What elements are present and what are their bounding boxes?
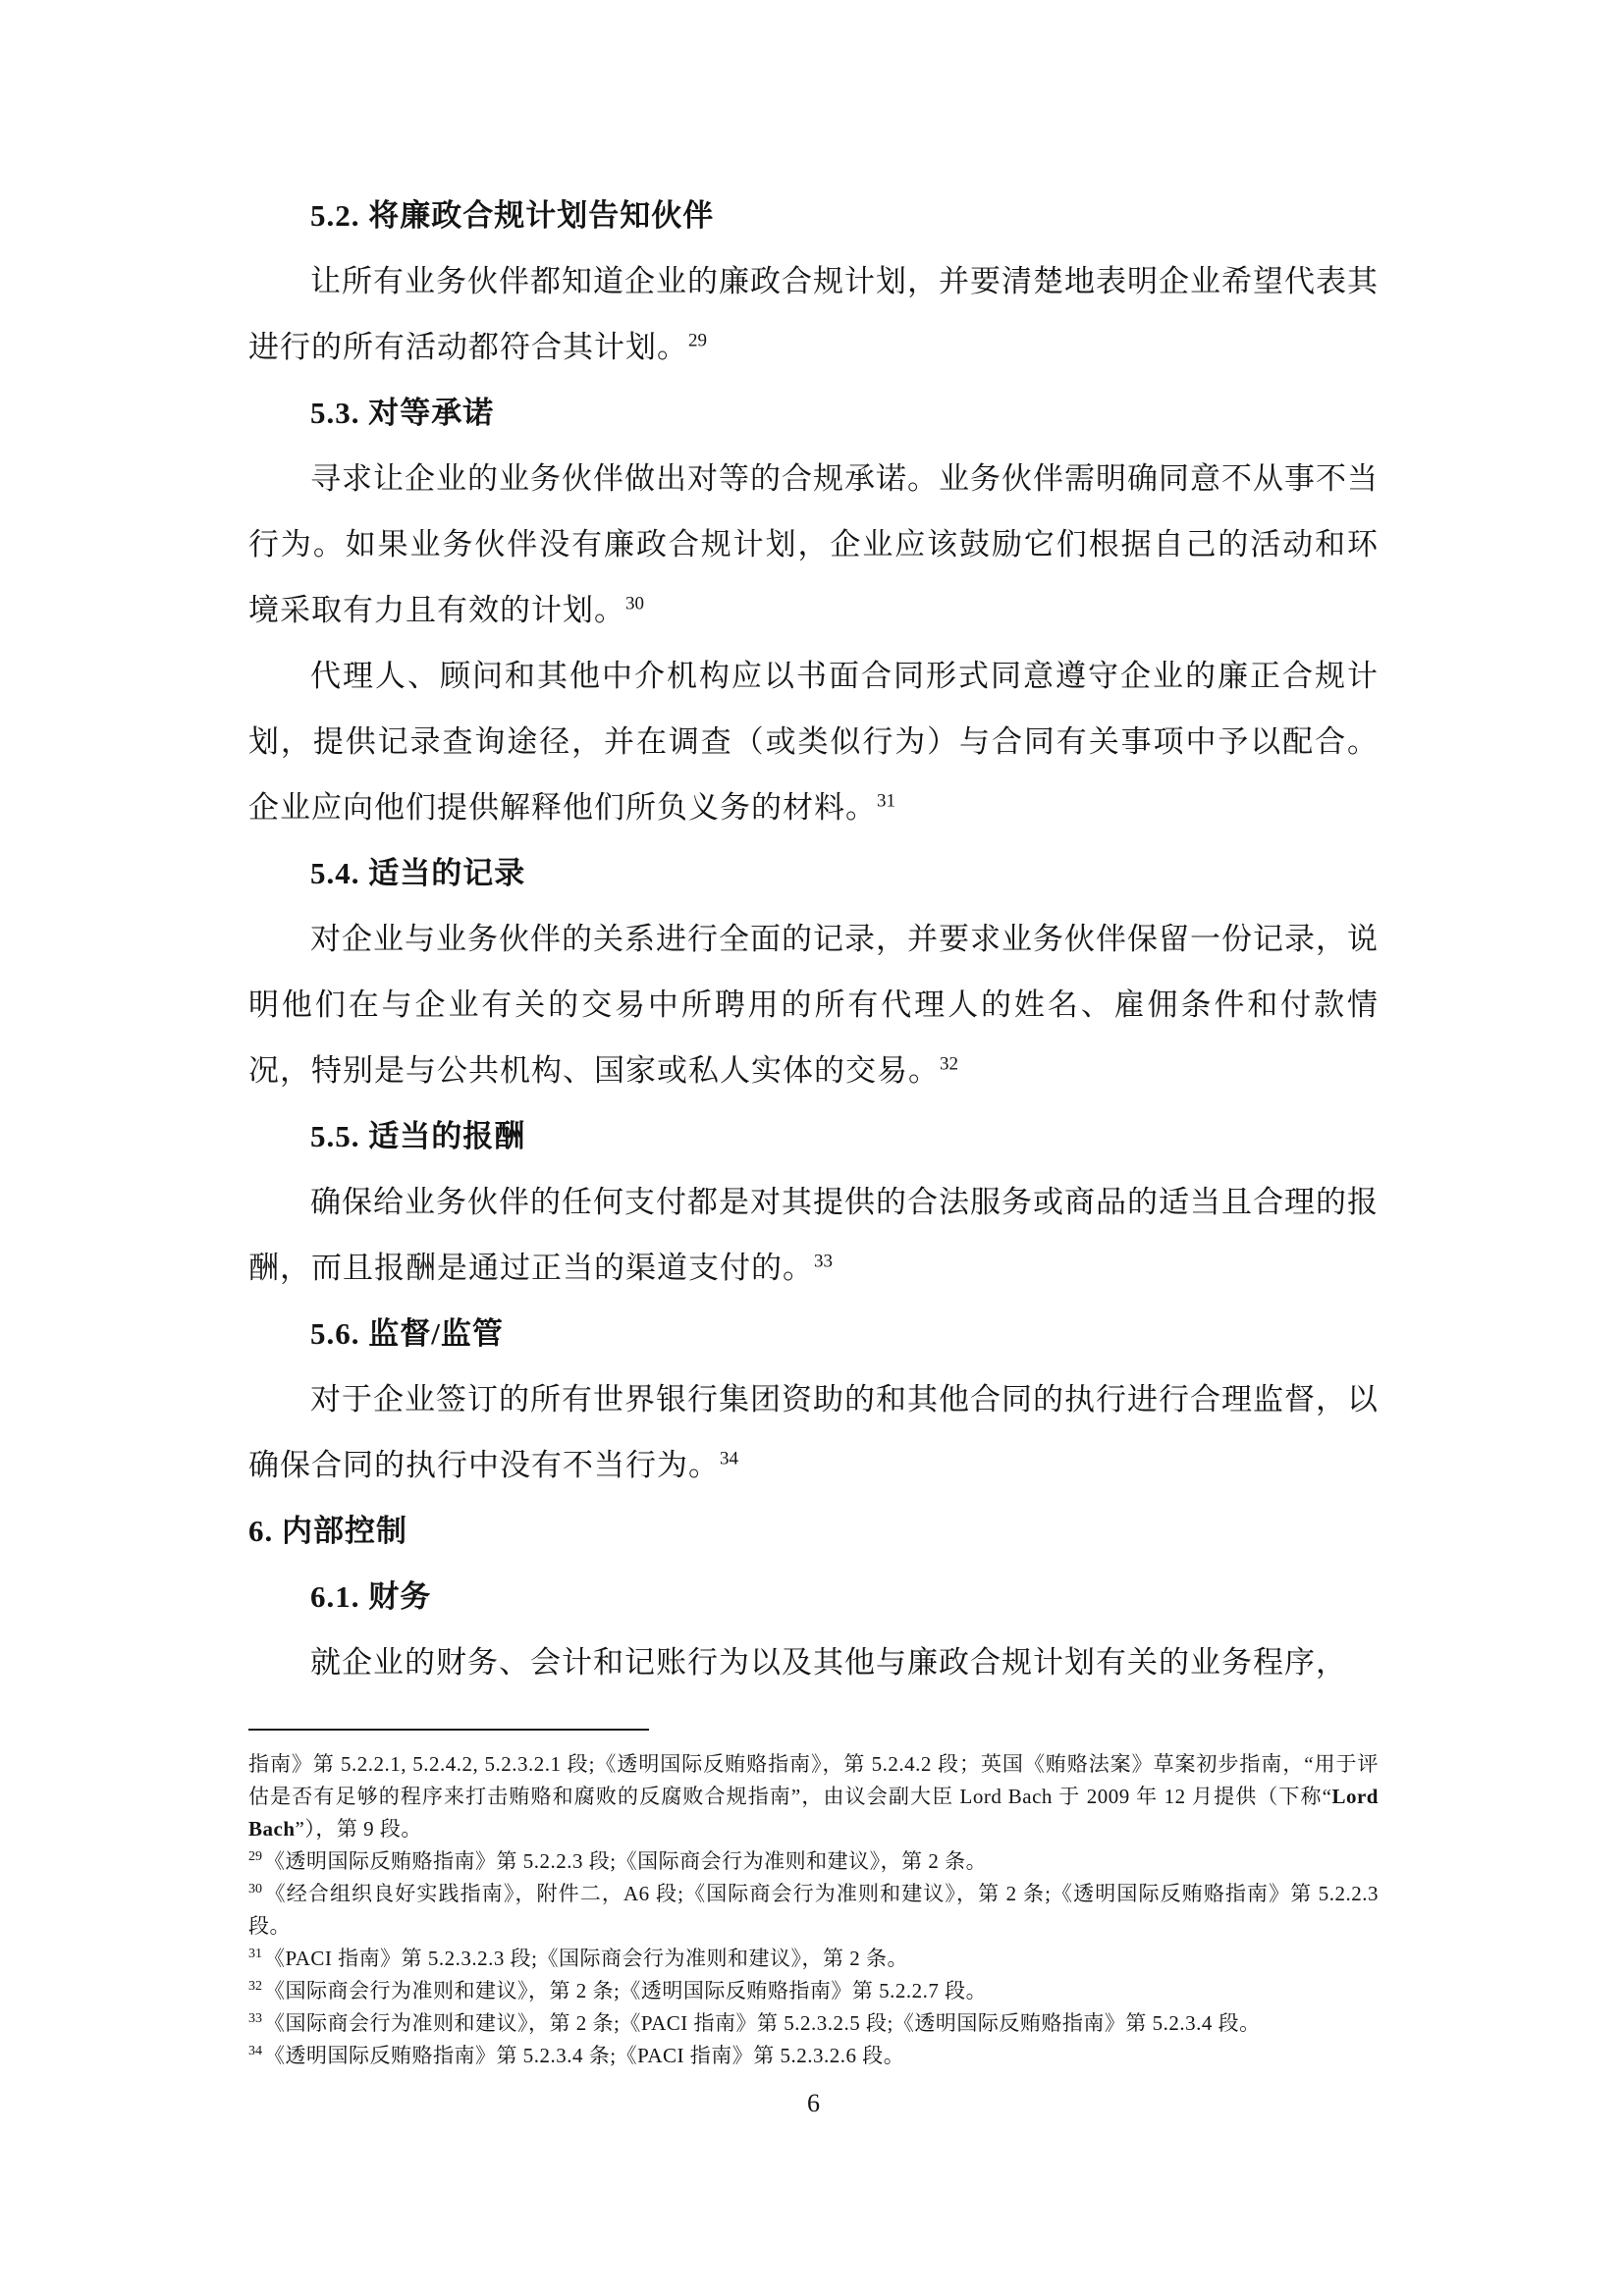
paragraph-5-6 — [248, 1366, 1379, 1498]
footnote-32 — [248, 1975, 1379, 2007]
footnote-number: 33 — [248, 2011, 262, 2026]
paragraph-5-5 — [248, 1169, 1379, 1301]
footnote-30 — [248, 1878, 1379, 1943]
page-number: 6 — [807, 2089, 820, 2117]
footnote-number: 29 — [248, 1849, 262, 1864]
section-heading-5-2: 5.2. 将廉政合规计划告知伙伴 — [310, 198, 715, 233]
footnote-number: 30 — [248, 1882, 262, 1896]
footnote-text: 《透明国际反贿赂指南》第 5.2.2.3 段;《国际商会行为准则和建议》，第 2 条。 — [264, 1849, 988, 1873]
paragraph-5-4 — [248, 906, 1379, 1103]
paragraph-6-1 — [248, 1629, 1379, 1695]
footnote-continuation — [248, 1748, 1379, 1845]
paragraph-text: 对企业与业务伙伴的关系进行全面的记录，并要求业务伙伴保留一份记录，说明他们在与企业有关的交易中所聘用的所有代理人的姓名、雇佣条件和付款情况，特别是与公共机构、国家或私人实体的交易。 — [248, 922, 1379, 1088]
footnote-ref-30: 30 — [625, 593, 644, 614]
footnote-number: 32 — [248, 1979, 262, 1994]
paragraph-text: 让所有业务伙伴都知道企业的廉政合规计划，并要清楚地表明企业希望代表其进行的所有活动都符合其计划。 — [248, 264, 1379, 364]
paragraph-text: 对于企业签订的所有世界银行集团资助的和其他合同的执行进行合理监督，以确保合同的执行中没有不当行为。 — [248, 1382, 1379, 1482]
paragraph-5-3-b — [248, 643, 1379, 840]
footnote-33 — [248, 2007, 1379, 2040]
footnote-ref-33: 33 — [814, 1251, 833, 1272]
footnote-text: ”），第 9 段。 — [295, 1817, 422, 1841]
section-heading-6: 6. 内部控制 — [248, 1514, 407, 1548]
paragraph-5-3-a — [248, 446, 1379, 643]
paragraph-text: 代理人、顾问和其他中介机构应以书面合同形式同意遵守企业的廉正合规计划，提供记录查询途径，并在调查（或类似行为）与合同有关事项中予以配合。企业应向他们提供解释他们所负义务的材料。 — [248, 659, 1379, 825]
footnote-text: 《PACI 指南》第 5.2.3.2.3 段;《国际商会行为准则和建议》，第 2 条。 — [264, 1947, 908, 1970]
section-heading-5-6: 5.6. 监督/监管 — [310, 1316, 504, 1351]
footnote-area — [248, 1729, 1379, 2072]
paragraph-5-2 — [248, 248, 1379, 380]
footnote-number: 34 — [248, 2044, 262, 2058]
section-heading-5-4: 5.4. 适当的记录 — [310, 856, 526, 890]
paragraph-text: 就企业的财务、会计和记账行为以及其他与廉政合规计划有关的业务程序， — [310, 1645, 1347, 1680]
footnote-ref-31: 31 — [877, 790, 895, 812]
footnote-separator — [248, 1729, 649, 1731]
footnote-text: 指南》第 5.2.2.1, 5.2.4.2, 5.2.3.2.1 段;《透明国际反贿赂指南》，第 5.2.4.2 段；英国《贿赂法案》草案初步指南，“用于评估是否有足够的程序来打击贿赂和腐败的反腐败合规指南”，由议会副大臣 Lord Bach 于 2009 年 12 月提供（下称“ — [248, 1752, 1379, 1808]
footnote-text: 《透明国际反贿赂指南》第 5.2.3.4 条;《PACI 指南》第 5.2.3.2.6 段。 — [264, 2044, 905, 2067]
footnote-text: 《国际商会行为准则和建议》，第 2 条;《透明国际反贿赂指南》第 5.2.2.7 段。 — [264, 1979, 988, 2002]
section-heading-6-1: 6.1. 财务 — [310, 1579, 432, 1614]
footnote-ref-34: 34 — [720, 1448, 738, 1469]
footnote-ref-32: 32 — [940, 1053, 958, 1075]
footnote-34 — [248, 2040, 1379, 2072]
footnote-31 — [248, 1943, 1379, 1975]
footnote-number: 31 — [248, 1947, 262, 1961]
section-heading-5-3: 5.3. 对等承诺 — [310, 396, 495, 430]
paragraph-text: 确保给业务伙伴的任何支付都是对其提供的合法服务或商品的适当且合理的报酬，而且报酬是通过正当的渠道支付的。 — [248, 1185, 1379, 1285]
document-body — [248, 183, 1379, 1695]
paragraph-text: 寻求让企业的业务伙伴做出对等的合规承诺。业务伙伴需明确同意不从事不当行为。如果业务伙伴没有廉政合规计划，企业应该鼓励它们根据自己的活动和环境采取有力且有效的计划。 — [248, 461, 1379, 627]
footnote-29 — [248, 1845, 1379, 1878]
footnote-bold-text: Lord Bach — [248, 1785, 1379, 1841]
section-heading-5-5: 5.5. 适当的报酬 — [310, 1119, 526, 1153]
footnote-ref-29: 29 — [688, 330, 707, 351]
footnote-text: 《国际商会行为准则和建议》，第 2 条;《PACI 指南》第 5.2.3.2.5 段;《透明国际反贿赂指南》第 5.2.3.4 段。 — [264, 2011, 1261, 2035]
footnote-text: 《经合组织良好实践指南》，附件二，A6 段;《国际商会行为准则和建议》，第 2 条;《透明国际反贿赂指南》第 5.2.2.3 段。 — [248, 1882, 1379, 1938]
